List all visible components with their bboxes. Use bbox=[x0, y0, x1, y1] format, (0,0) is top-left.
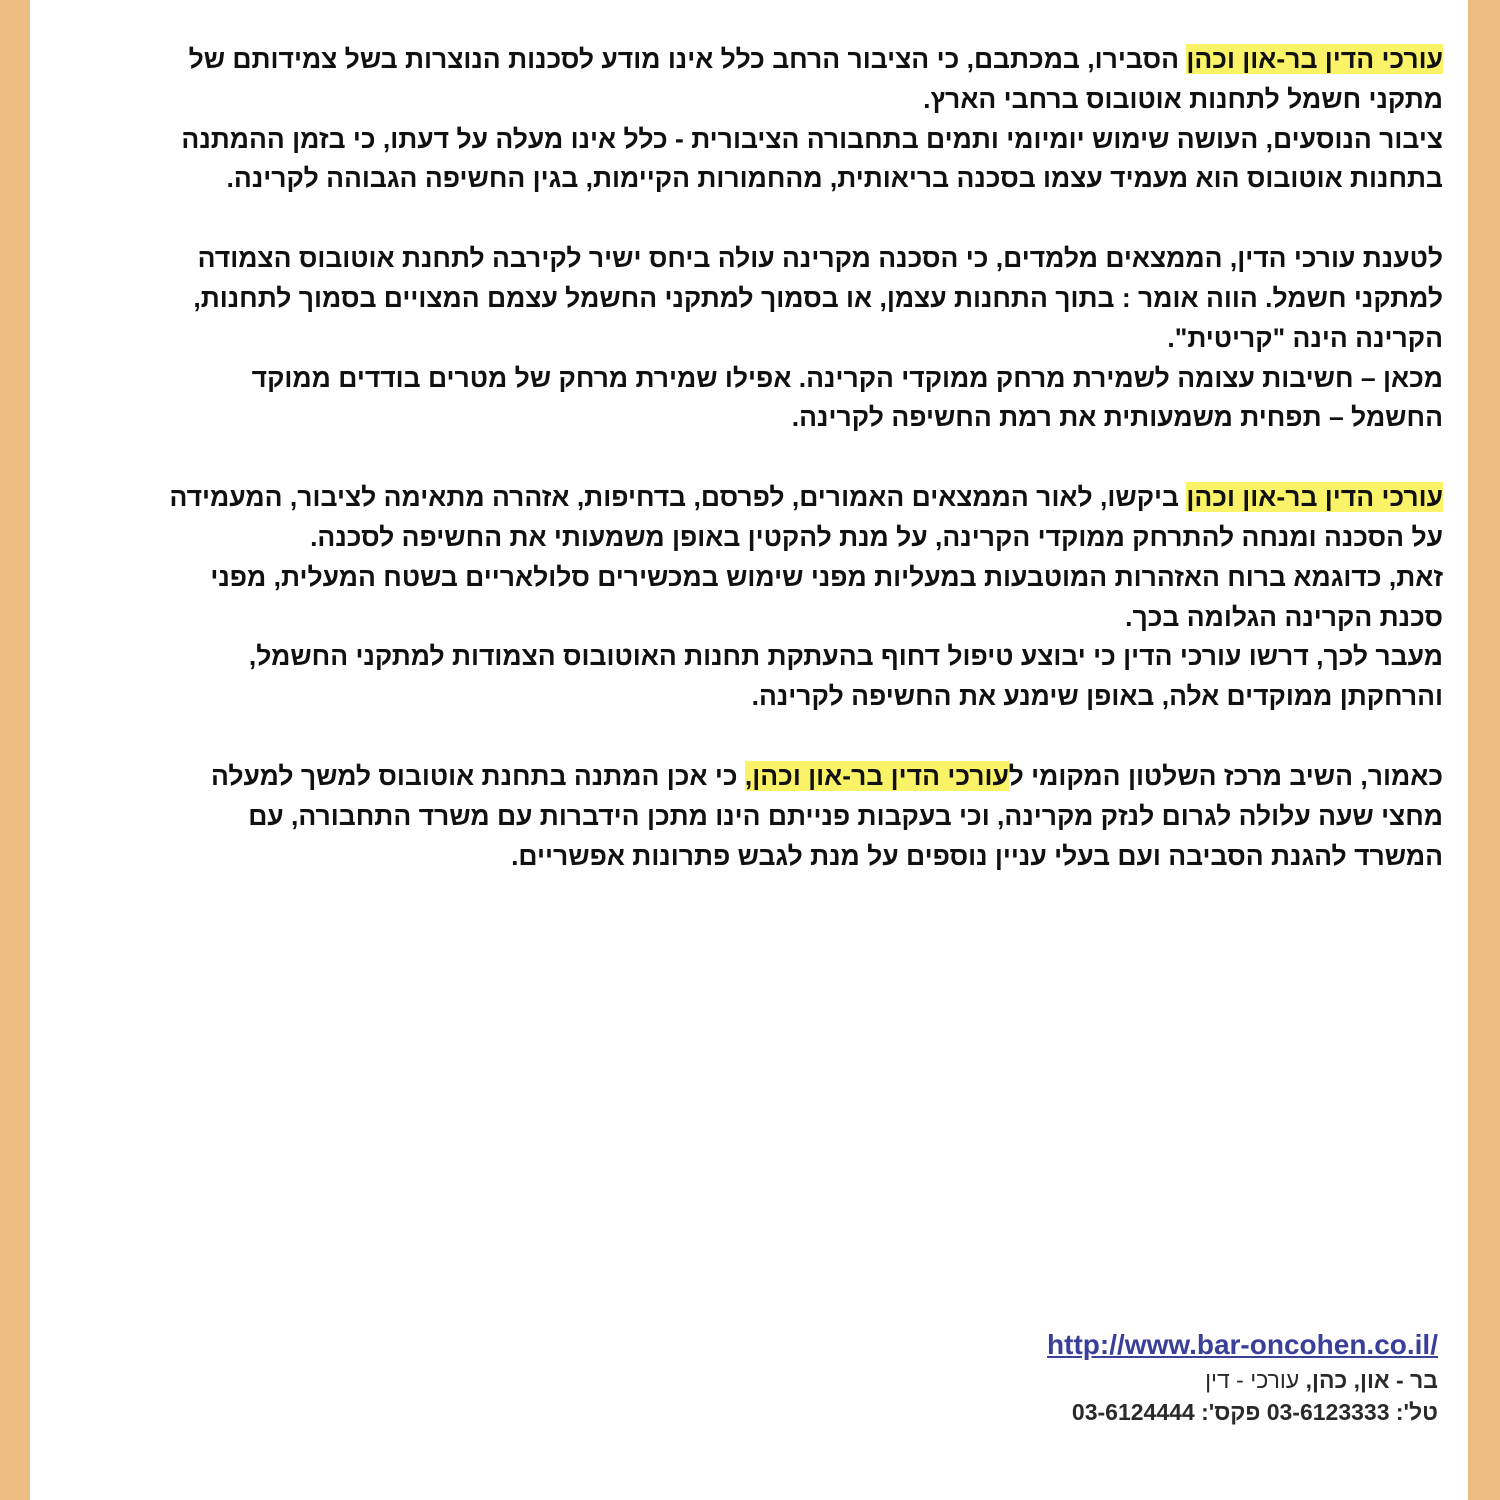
paragraph-3 bbox=[158, 478, 1443, 558]
firm-name-highlight: עורכי הדין בר-און וכהן, bbox=[744, 760, 1009, 791]
contact-phone-fax: טל': 03-6123333 פקס': 03-6124444 bbox=[1071, 1399, 1438, 1425]
paragraph-4-lead: כאמור, השיב מרכז השלטון המקומי ל bbox=[1008, 760, 1443, 791]
website-link[interactable]: http://www.bar-oncohen.co.il/ bbox=[1047, 1329, 1438, 1360]
paragraph-2b: מכאן – חשיבות עצומה לשמירת מרחק ממוקדי הקרינה. אפילו שמירת מרחק של מטרים בודדים ממוקד החשמל – תפחית משמעותית את רמת החשיפה לקרינה. bbox=[251, 362, 1443, 433]
paragraph-4 bbox=[158, 757, 1443, 876]
paragraph-1 bbox=[158, 40, 1443, 120]
paragraph-2: לטענת עורכי הדין, הממצאים מלמדים, כי הסכנה מקרינה עולה ביחס ישיר לקירבה לתחנת אוטובוס הצמודה למתקני חשמל. הווה אומר : בתוך התחנות עצמן, או בסמוך למתקני החשמל עצמם המצויים בסמוך לתחנות, הקרינה הינה "קריטית". bbox=[193, 243, 1443, 353]
firm-signature bbox=[830, 1364, 1438, 1396]
paragraph-1-text: הסבירו, במכתבם, כי הציבור הרחב כלל אינו מודע לסכנות הנוצרות בשל צמידותם של מתקני חשמל לתחנות אוטובוס ברחבי הארץ. bbox=[188, 44, 1443, 114]
letter-page bbox=[30, 0, 1468, 1500]
firm-name-highlight: עורכי הדין בר-און וכהן bbox=[1186, 482, 1443, 513]
paragraph-4-text: כי אכן המתנה בתחנת אוטובוס למשך למעלה מחצי שעה עלולה לגרום לנזק מקרינה, וכי בעקבות פנייתם הינו מתכן הידברות עם משרד התחבורה, עם המשרד להגנת הסביבה ועם בעלי עניין נוספים על מנת לגבש פתרונות אפשריים. bbox=[210, 760, 1443, 871]
letter-footer bbox=[830, 1326, 1438, 1428]
paragraph-3b: זאת, כדוגמא ברוח האזהרות המוטבעות במעליות מפני שימוש במכשירים סלולאריים בשטח המעלית, מפני סכנת הקרינה הגלומה בכך. bbox=[210, 561, 1443, 632]
firm-name-highlight: עורכי הדין בר-און וכהן bbox=[1186, 44, 1443, 74]
paragraph-3-text: ביקשו, לאור הממצאים האמורים, לפרסם, בדחיפות, אזהרה מתאימה לציבור, המעמידה על הסכנה ומנחה להתרחק ממוקדי הקרינה, על מנת להקטין באופן משמעותי את החשיפה לסכנה. bbox=[169, 482, 1443, 552]
letter-body bbox=[158, 40, 1443, 876]
paragraph-3c: מעבר לכך, דרשו עורכי הדין כי יבוצע טיפול דחוף בהעתקת תחנות האוטובוס הצמודות למתקני החשמל, והרחקתן ממוקדים אלה, באופן שימנע את החשיפה לקרינה. bbox=[248, 641, 1443, 712]
firm-signature-title: עורכי - דין bbox=[1205, 1367, 1306, 1393]
firm-signature-name: בר - און, כהן, bbox=[1305, 1367, 1438, 1393]
paragraph-1b: ציבור הנוסעים, העושה שימוש יומיומי ותמים בתחבורה הציבורית - כלל אינו מעלה על דעתו, כי בזמן ההמתנה בתחנות אוטובוס הוא מעמיד עצמו בסכנה בריאותית, מהחמורות הקיימות, בגין החשיפה הגבוהה לקרינה. bbox=[181, 123, 1443, 194]
